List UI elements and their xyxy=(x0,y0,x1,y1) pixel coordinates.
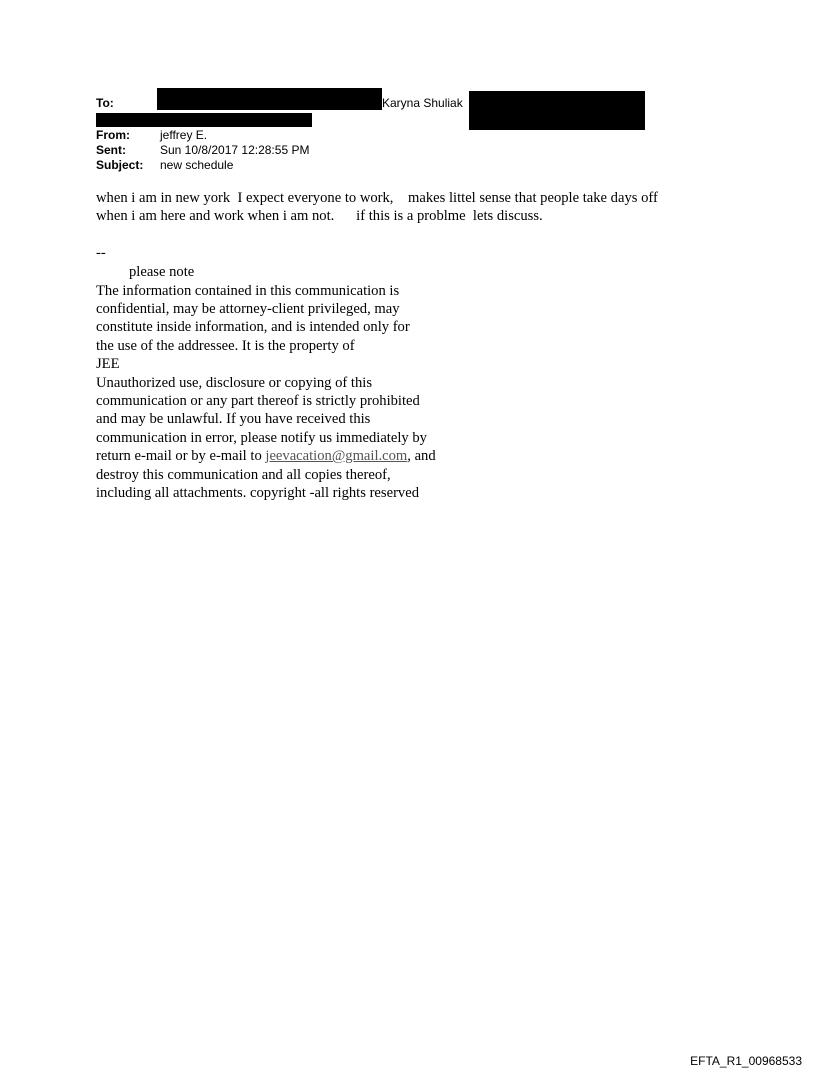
redaction-bar xyxy=(469,91,645,130)
disclaimer-line: Unauthorized use, disclosure or copying of this xyxy=(96,375,373,391)
disclaimer-line-with-link xyxy=(96,447,436,465)
disclaimer-line: destroy this communication and all copies thereof, xyxy=(96,467,391,483)
return-prefix: return e-mail or by e-mail to xyxy=(96,448,266,464)
sent-label: Sent: xyxy=(96,143,126,157)
disclaimer-line: and may be unlawful. If you have received this xyxy=(96,411,371,427)
disclaimer-line: communication or any part thereof is strictly prohibited xyxy=(96,393,420,409)
sent-value: Sun 10/8/2017 12:28:55 PM xyxy=(160,143,310,157)
from-label: From: xyxy=(96,128,130,142)
disclaimer-line: confidential, may be attorney-client privileged, may xyxy=(96,301,400,317)
redaction-bar xyxy=(157,88,382,110)
from-value: jeffrey E. xyxy=(160,128,208,142)
message-body-line: when i am in new york I expect everyone to work, makes littel sense that people take days off xyxy=(96,190,658,206)
message-body-line: when i am here and work when i am not. if this is a problme lets discuss. xyxy=(96,208,543,224)
please-note: please note xyxy=(129,264,195,280)
disclaimer-line: The information contained in this communication is xyxy=(96,283,400,299)
subject-value: new schedule xyxy=(160,158,234,172)
disclaimer-line: JEE xyxy=(96,356,120,372)
subject-label: Subject: xyxy=(96,158,144,172)
to-label: To: xyxy=(96,96,114,110)
disclaimer-line: communication in error, please notify us immediately by xyxy=(96,430,427,446)
to-recipient-name: Karyna Shuliak xyxy=(382,96,463,110)
signature-separator: -- xyxy=(96,245,106,261)
redaction-bar xyxy=(96,113,312,127)
return-suffix: , and xyxy=(407,448,436,464)
email-link[interactable]: jeevacation@gmail.com xyxy=(265,448,408,464)
disclaimer-line: constitute inside information, and is intended only for xyxy=(96,319,410,335)
disclaimer-line: including all attachments. copyright -all rights reserved xyxy=(96,485,419,501)
disclaimer-line: the use of the addressee. It is the property of xyxy=(96,338,355,354)
document-id: EFTA_R1_00968533 xyxy=(690,1054,802,1068)
